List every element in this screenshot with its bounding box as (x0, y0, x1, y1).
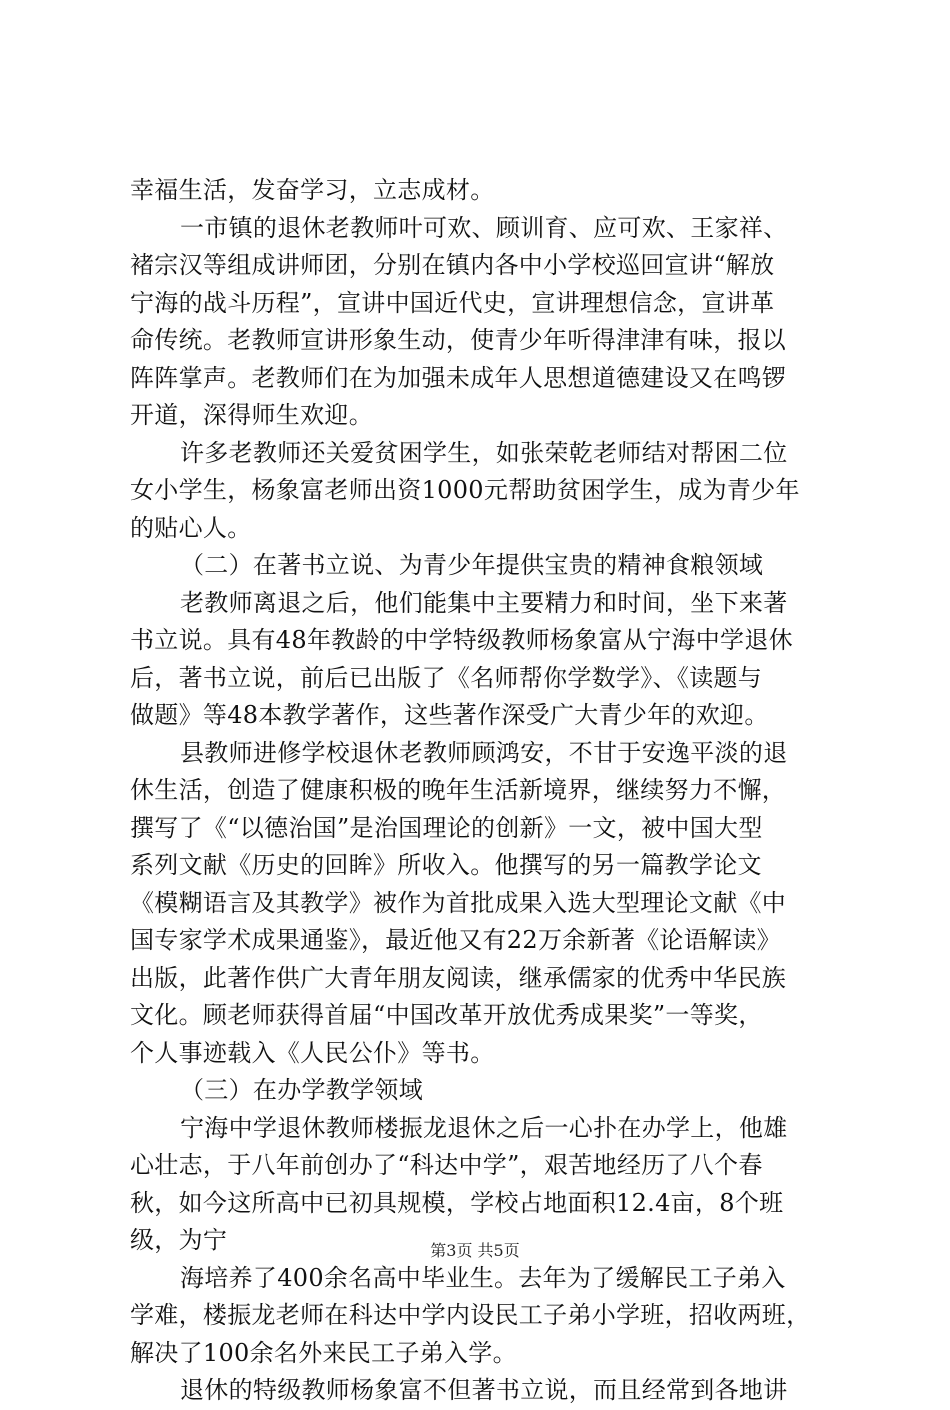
text-line: 老教师离退之后，他们能集中主要精力和时间，坐下来著 (180, 588, 788, 617)
text-line: 解决了100余名外来民工子弟入学。 (130, 1338, 517, 1367)
text-line: 海培养了400余名高中毕业生。去年为了缓解民工子弟入 (180, 1263, 786, 1292)
text-line: 《模糊语言及其教学》被作为首批成果入选大型理论文献《中 (130, 888, 787, 917)
text-line: 个人事迹载入《人民公仆》等书。 (130, 1038, 495, 1067)
text-line: 褚宗汉等组成讲师团，分别在镇内各中小学校巡回宣讲“解放 (130, 251, 775, 279)
text-line: （三）在办学教学领域 (180, 1076, 423, 1104)
text-line: 开道，深得师生欢迎。 (130, 401, 373, 429)
text-line: 级，为宁 (130, 1226, 228, 1254)
text-line: 一市镇的退休老教师叶可欢、顾训育、应可欢、王家祥、 (180, 213, 788, 242)
text-line: 阵阵掌声。老教师们在为加强未成年人思想道德建设又在鸣锣 (130, 363, 787, 392)
text-line: 县教师进修学校退休老教师顾鸿安，不甘于安逸平淡的退 (180, 738, 788, 767)
text-line: 女小学生，杨象富老师出资1000元帮助贫困学生，成为青少年 (130, 476, 800, 504)
text-line: 国专家学术成果通鉴》，最近他又有22万余新著《论语解读》 (130, 926, 781, 954)
text-line: 命传统。老教师宣讲形象生动，使青少年听得津津有味，报以 (130, 326, 787, 354)
text-line: 幸福生活，发奋学习，立志成材。 (130, 176, 495, 204)
text-line: 后，著书立说，前后已出版了《名师帮你学数学》、《读题与 (130, 663, 763, 692)
text-line: 系列文献《历史的回眸》所收入。他撰写的另一篇教学论文 (130, 851, 762, 879)
text-line: 出版，此著作供广大青年朋友阅读，继承儒家的优秀中华民族 (130, 963, 787, 992)
text-line: 秋，如今这所高中已初具规模，学校占地面积12.4亩，8个班 (130, 1188, 784, 1217)
document-body (130, 172, 830, 1410)
text-line: 宁海的战斗历程”，宣讲中国近代史，宣讲理想信念，宣讲革 (130, 288, 775, 317)
text-line: 休生活，创造了健康积极的晚年生活新境界，继续努力不懈， (130, 776, 787, 804)
text-line: （二）在著书立说、为青少年提供宝贵的精神食粮领域 (180, 551, 764, 579)
text-line: 学难，楼振龙老师在科达中学内设民工子弟小学班，招收两班， (130, 1301, 811, 1329)
page-footer: 第3页 共5页 (430, 1241, 520, 1260)
text-line: 文化。顾老师获得首届“中国改革开放优秀成果奖”一等奖， (130, 1001, 763, 1029)
text-line: 的贴心人。 (130, 513, 252, 542)
text-line: 做题》等48本教学著作，这些著作深受广大青少年的欢迎。 (130, 701, 769, 729)
text-line: 心壮志，于八年前创办了“科达中学”，艰苦地经历了八个春 (130, 1151, 763, 1179)
text-line: 许多老教师还关爱贫困学生，如张荣乾老师结对帮困二位 (180, 438, 788, 467)
text-line: 书立说。具有48年教龄的中学特级教师杨象富从宁海中学退休 (130, 626, 793, 654)
text-line: 撰写了《“以德治国”是治国理论的创新》一文，被中国大型 (130, 813, 763, 842)
text-line: 退休的特级教师杨象富不但著书立说，而且经常到各地讲 (180, 1376, 788, 1404)
text-line: 宁海中学退休教师楼振龙退休之后一心扑在办学上，他雄 (180, 1113, 788, 1142)
